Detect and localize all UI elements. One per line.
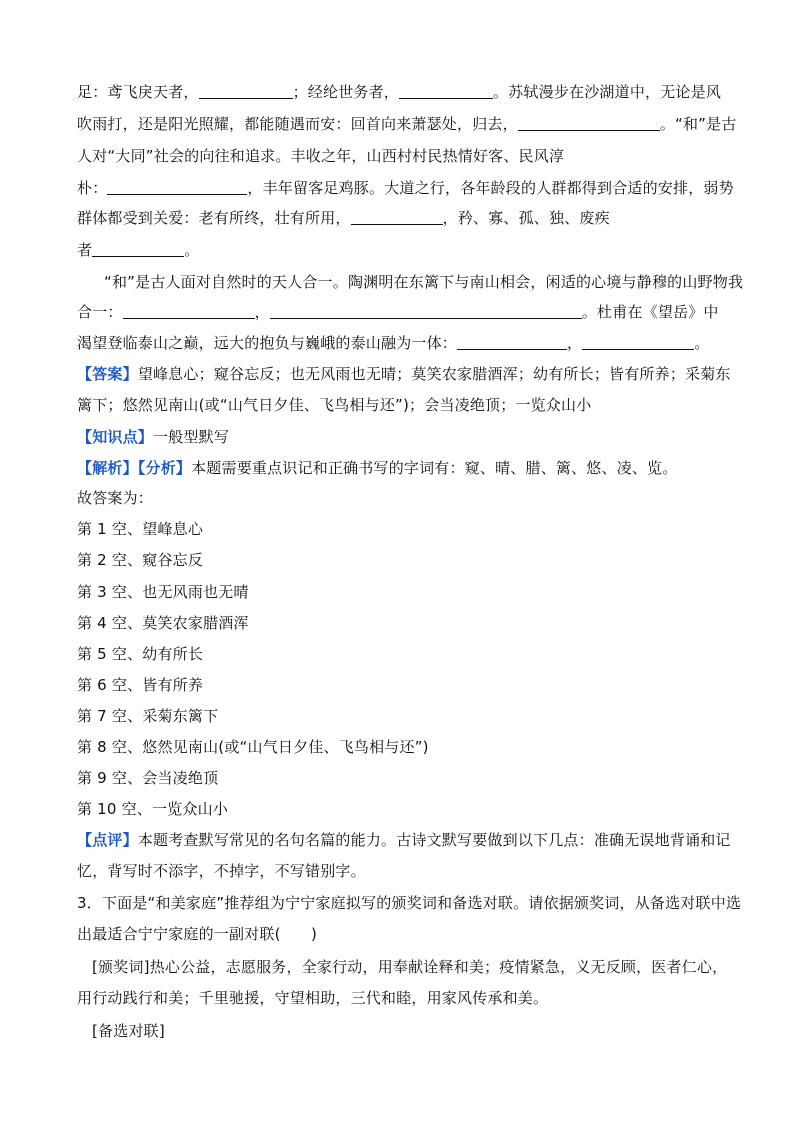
answer-item-2: 第 2 空、窥谷忘反 — [77, 551, 204, 569]
passage-line-7: “和”是古人面对自然时的天人合一。陶渊明在东篱下与南山相会，闲适的心境与静穆的山野物我 — [104, 273, 744, 291]
fill-blank-7 — [123, 303, 255, 319]
comment-text: 本题考查默写常见的名句名篇的能力。古诗文默写要做到以下几点：准确无误地背诵和记 — [137, 831, 731, 849]
award-text-line-2: 用行动践行和美；千里驰援，守望相助，三代和睦，用家风传承和美。 — [77, 989, 549, 1007]
passage-line-3: 人对“大同”社会的向往和追求。丰收之年，山西村村民热情好客、民风淳 — [77, 147, 565, 165]
fill-blank-1 — [199, 83, 293, 99]
text-segment: 。“和”是古 — [659, 115, 737, 133]
analysis-tag: 【解析】【分析】 — [77, 459, 192, 477]
analysis-text: 本题需要重点识记和正确书写的字词有：窥、晴、腊、篱、悠、凌、览。 — [191, 459, 678, 477]
question-3-line-2: 出最适合宁宁家庭的一副对联( ) — [77, 925, 318, 943]
answer-item-4: 第 4 空、莫笑农家腊酒浑 — [77, 614, 249, 632]
fill-blank-10 — [582, 334, 694, 350]
fill-blank-5 — [351, 209, 443, 225]
passage-line-6 — [77, 240, 727, 260]
knowledge-tag: 【知识点】 — [77, 428, 154, 446]
passage-line-5 — [77, 208, 727, 228]
text-segment: 。杜甫在《望岳》中 — [581, 303, 719, 321]
answer-item-8: 第 8 空、悠然见南山(或“山气日夕佳、飞鸟相与还”) — [77, 738, 429, 756]
couplets-heading: [备选对联] — [92, 1022, 165, 1040]
answer-item-7: 第 7 空、采菊东篱下 — [77, 707, 219, 725]
fill-blank-3 — [518, 115, 660, 131]
text-segment: 。 — [184, 241, 200, 259]
text-segment: ；经纶世务者， — [292, 83, 400, 101]
fill-blank-4 — [107, 179, 247, 195]
answer-item-6: 第 6 空、皆有所养 — [77, 676, 204, 694]
comment-line-2: 忆，背写时不添字，不掉字，不写错别字。 — [77, 862, 366, 880]
text-segment: 。 — [694, 334, 710, 352]
comment-line-1 — [77, 830, 731, 850]
text-segment: 足：鸢飞戾天者， — [77, 83, 199, 101]
knowledge-text: 一般型默写 — [153, 428, 230, 446]
answer-item-10: 第 10 空、一览众山小 — [77, 800, 229, 818]
text-segment: ， — [254, 303, 270, 321]
fill-blank-2 — [399, 83, 493, 99]
passage-line-9 — [77, 333, 727, 353]
knowledge-line — [77, 427, 727, 447]
award-text-line-1: [颁奖词]热心公益，志愿服务，全家行动，用奉献诠释和美；疫情紧急，义无反顾，医者仁心， — [92, 958, 728, 976]
passage-line-2 — [77, 114, 737, 134]
passage-line-8 — [77, 302, 727, 322]
comment-tag: 【点评】 — [77, 831, 138, 849]
answer-line-1 — [77, 364, 731, 384]
fill-blank-9 — [457, 334, 567, 350]
answer-item-3: 第 3 空、也无风雨也无晴 — [77, 583, 249, 601]
fill-blank-6 — [92, 241, 184, 257]
text-segment: ，丰年留客足鸡豚。大道之行，各年龄段的人群都得到合适的安排，弱势 — [247, 179, 734, 197]
passage-line-1 — [77, 82, 727, 102]
text-segment: 群体都受到关爱：老有所终，壮有所用， — [77, 209, 351, 227]
text-segment: 渴望登临泰山之巅，远大的抱负与巍峨的泰山融为一体： — [77, 334, 458, 352]
text-segment: ， — [567, 334, 583, 352]
answer-line-2: 篱下；悠然见南山(或“山气日夕佳、飞鸟相与还”)；会当凌绝顶；一览众山小 — [77, 396, 592, 414]
question-3-line-1: 3．下面是“和美家庭”推荐组为宁宁家庭拟写的颁奖词和备选对联。请依据颁奖词，从备选对联中选 — [77, 894, 742, 912]
fill-blank-8 — [270, 303, 582, 319]
passage-line-4 — [77, 178, 734, 198]
text-segment: 合一： — [77, 303, 123, 321]
text-segment: 者 — [77, 241, 93, 259]
text-segment: ，矜、寡、孤、独、废疾 — [442, 209, 610, 227]
text-segment: 朴： — [77, 179, 108, 197]
analysis-conclusion: 故答案为： — [77, 489, 154, 507]
analysis-line — [77, 458, 727, 478]
answer-item-5: 第 5 空、幼有所长 — [77, 645, 204, 663]
text-segment: 。苏轼漫步在沙湖道中，无论是风 — [493, 83, 722, 101]
text-segment: 吹雨打，还是阳光照耀，都能随遇而安：回首向来萧瑟处，归去， — [77, 115, 518, 133]
answer-text: 望峰息心；窥谷忘反；也无风雨也无晴；莫笑农家腊酒浑；幼有所长；皆有所养；采菊东 — [137, 365, 731, 383]
answer-item-9: 第 9 空、会当凌绝顶 — [77, 769, 219, 787]
answer-tag: 【答案】 — [77, 365, 138, 383]
answer-item-1: 第 1 空、望峰息心 — [77, 520, 204, 538]
